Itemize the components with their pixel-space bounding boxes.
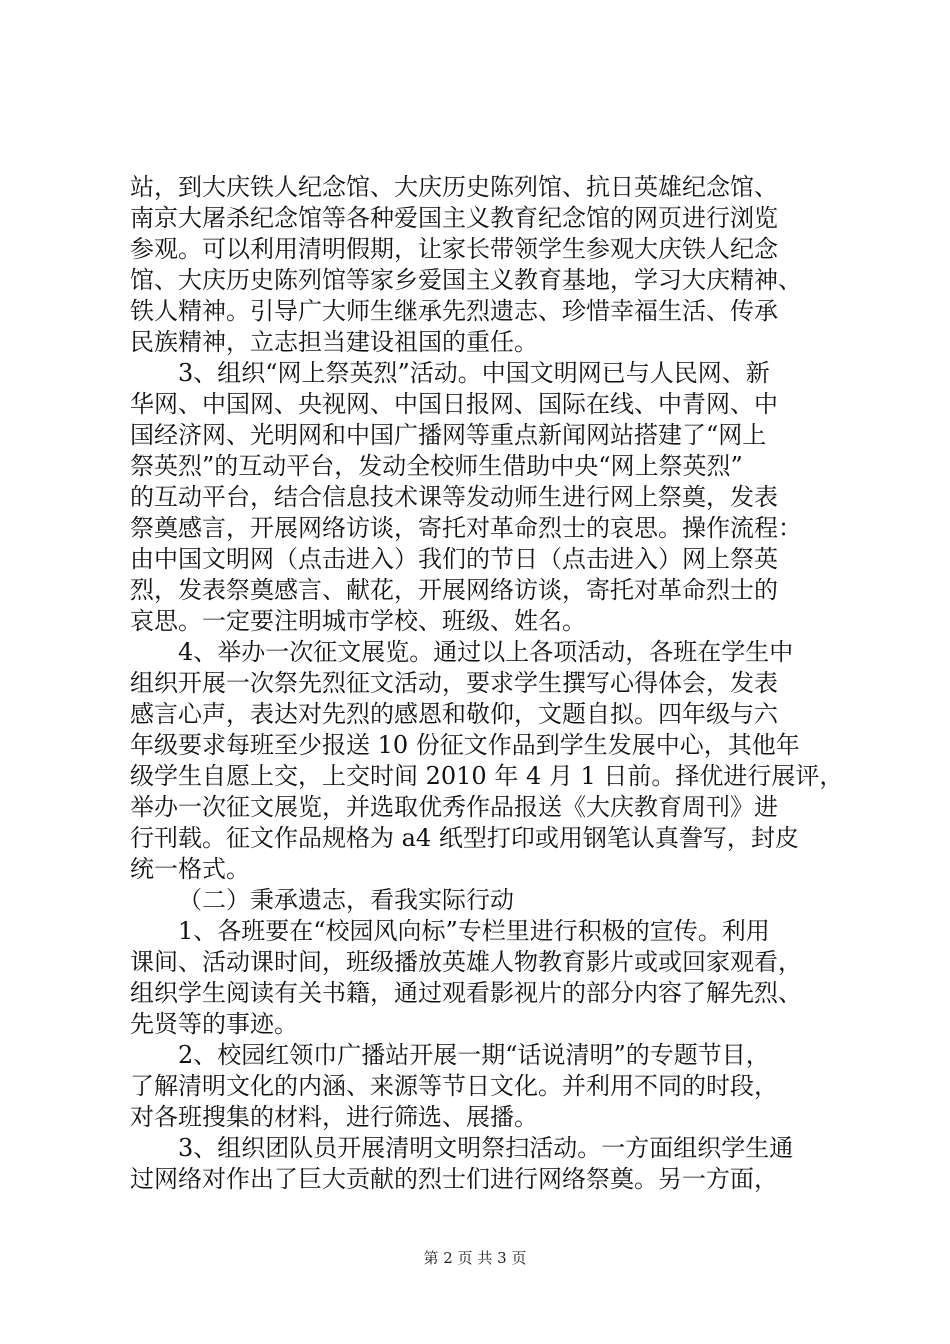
text-line: 过网络对作出了巨大贡献的烈士们进行网络祭奠。另一方面， — [130, 1165, 778, 1193]
text-line: 感言心声，表达对先烈的感恩和敬仰，文题自拟。四年级与六 — [130, 700, 778, 728]
text-line: 统一格式。 — [130, 855, 250, 883]
text-line: 烈，发表祭奠感言、献花，开展网络访谈，寄托对革命烈士的 — [130, 576, 778, 604]
page-footer — [0, 1248, 950, 1268]
text-line: 级学生自愿上交，上交时间 2010 年 4 月 1 日前。择优进行展评， — [130, 762, 844, 790]
paragraph-start-line: 1、各班要在“校园风向标”专栏里进行积极的宣传。利用 — [178, 917, 770, 945]
text-line: 组织学生阅读有关书籍，通过观看影视片的部分内容了解先烈、 — [130, 979, 802, 1007]
paragraph-start-line: 4、举办一次征文展览。通过以上各项活动，各班在学生中 — [178, 638, 794, 666]
text-line: 了解清明文化的内涵、来源等节日文化。并利用不同的时段， — [130, 1072, 778, 1100]
document-body — [130, 172, 844, 1195]
text-line: 南京大屠杀纪念馆等各种爱国主义教育纪念馆的网页进行浏览 — [130, 204, 778, 232]
text-line: 国经济网、光明网和中国广播网等重点新闻网站搭建了“网上 — [130, 421, 767, 449]
text-line: 哀思。一定要注明城市学校、班级、姓名。 — [130, 607, 586, 635]
paragraph-start-line: 2、校园红领巾广播站开展一期“话说清明”的专题节目， — [178, 1041, 770, 1069]
paragraph-start-line: 3、组织团队员开展清明文明祭扫活动。一方面组织学生通 — [178, 1134, 794, 1162]
paragraph-start-line: 3、组织“网上祭英烈”活动。中国文明网已与人民网、新 — [178, 359, 770, 387]
section-heading: （二）秉承遗志，看我实际行动 — [178, 886, 514, 914]
text-line: 年级要求每班至少报送 10 份征文作品到学生发展中心，其他年 — [130, 731, 800, 759]
text-line: 组织开展一次祭先烈征文活动，要求学生撰写心得体会，发表 — [130, 669, 778, 697]
text-line: 祭奠感言，开展网络访谈，寄托对革命烈士的哀思。操作流程： — [130, 514, 802, 542]
text-line: 先贤等的事迹。 — [130, 1010, 298, 1038]
text-line: 参观。可以利用清明假期，让家长带领学生参观大庆铁人纪念 — [130, 235, 778, 263]
text-line: 的互动平台，结合信息技术课等发动师生进行网上祭奠，发表 — [130, 483, 778, 511]
page-number-label: 第 2 页 共 3 页 — [423, 1249, 527, 1267]
text-line: 行刊载。征文作品规格为 a4 纸型打印或用钢笔认真誊写，封皮 — [130, 824, 799, 852]
text-line: 举办一次征文展览，并选取优秀作品报送《大庆教育周刊》进 — [130, 793, 778, 821]
text-line: 课间、活动课时间，班级播放英雄人物教育影片或或回家观看， — [130, 948, 802, 976]
text-line: 站，到大庆铁人纪念馆、大庆历史陈列馆、抗日英雄纪念馆、 — [130, 173, 778, 201]
text-line: 祭英烈”的互动平台，发动全校师生借助中央“网上祭英烈” — [130, 452, 743, 480]
text-line: 华网、中国网、央视网、中国日报网、国际在线、中青网、中 — [130, 390, 778, 418]
text-line: 馆、大庆历史陈列馆等家乡爱国主义教育基地，学习大庆精神、 — [130, 266, 802, 294]
text-line: 对各班搜集的材料，进行筛选、展播。 — [130, 1103, 538, 1131]
text-line: 由中国文明网（点击进入）我们的节日（点击进入）网上祭英 — [130, 545, 778, 573]
text-line: 铁人精神。引导广大师生继承先烈遗志、珍惜幸福生活、传承 — [130, 297, 778, 325]
text-line: 民族精神，立志担当建设祖国的重任。 — [130, 328, 538, 356]
